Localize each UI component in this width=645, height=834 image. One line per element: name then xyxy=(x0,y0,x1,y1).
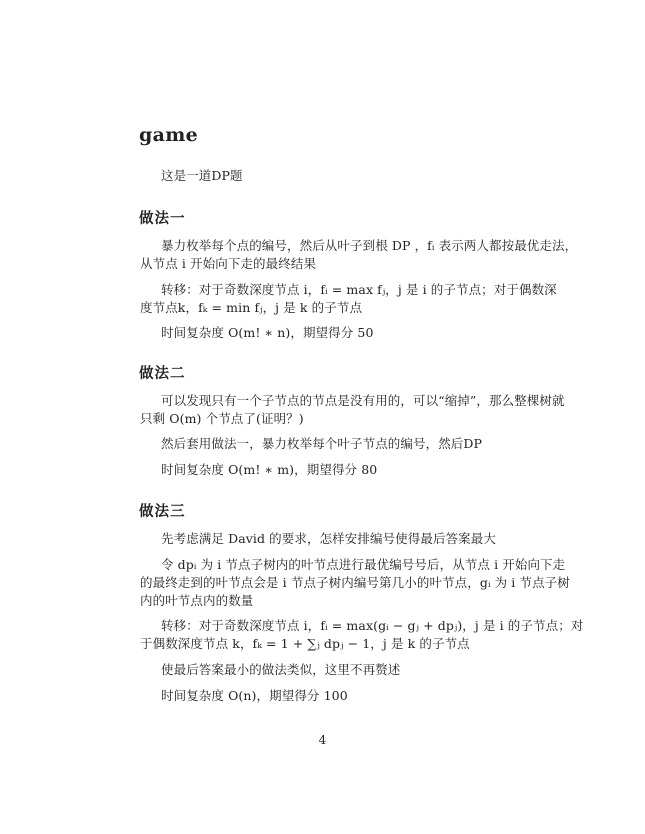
paragraph-line: 然后套用做法一，暴力枚举每个叶子节点的编号，然后DP xyxy=(161,436,483,451)
paragraph-line: 时间复杂度 O(m! ∗ m)，期望得分 80 xyxy=(161,462,378,477)
paragraph-line: 内的叶节点内的数量 xyxy=(140,593,254,608)
paragraph-line: 时间复杂度 O(m! ∗ n)，期望得分 50 xyxy=(161,325,374,340)
page-title: game xyxy=(139,124,198,146)
intro-text: 这是一道DP题 xyxy=(161,168,243,183)
paragraph-line: 从节点 i 开始向下走的最终结果 xyxy=(140,256,317,271)
section-heading-1: 做法一 xyxy=(139,211,186,227)
paragraph-line: 令 dpᵢ 为 i 节点子树内的叶节点进行最优编号号后，从节点 i 开始向下走 xyxy=(161,557,566,572)
paragraph-line: 的最终走到的叶节点会是 i 节点子树内编号第几小的叶节点，gᵢ 为 i 节点子树 xyxy=(140,575,570,590)
paragraph-line: 度节点k，fₖ = min fⱼ，j 是 k 的子节点 xyxy=(140,300,363,315)
paragraph-line: 只剩 O(m) 个节点了(证明？) xyxy=(140,411,304,426)
paragraph-line: 转移：对于奇数深度节点 i，fᵢ = max fⱼ，j 是 i 的子节点；对于偶数深 xyxy=(161,282,557,297)
paragraph-line: 暴力枚举每个点的编号，然后从叶子到根 DP ，fᵢ 表示两人都按最优走法， xyxy=(161,238,578,253)
paragraph-line: 时间复杂度 O(n)，期望得分 100 xyxy=(161,688,348,703)
section-heading-2: 做法二 xyxy=(139,366,186,382)
section-heading-3: 做法三 xyxy=(139,504,186,520)
page-number: 4 xyxy=(318,733,327,747)
paragraph-line: 于偶数深度节点 k，fₖ = 1 + ∑ⱼ dpⱼ − 1，j 是 k 的子节点 xyxy=(140,636,470,651)
paragraph-line: 可以发现只有一个子节点的节点是没有用的，可以“缩掉”，那么整棵树就 xyxy=(161,393,565,408)
paragraph-line: 使最后答案最小的做法类似，这里不再赘述 xyxy=(161,662,401,677)
paragraph-line: 转移：对于奇数深度节点 i，fᵢ = max(gᵢ − gⱼ + dpⱼ)，j 是 i 的子节点；对 xyxy=(161,618,584,633)
paragraph-line: 先考虑满足 David 的要求，怎样安排编号使得最后答案最大 xyxy=(161,531,496,546)
